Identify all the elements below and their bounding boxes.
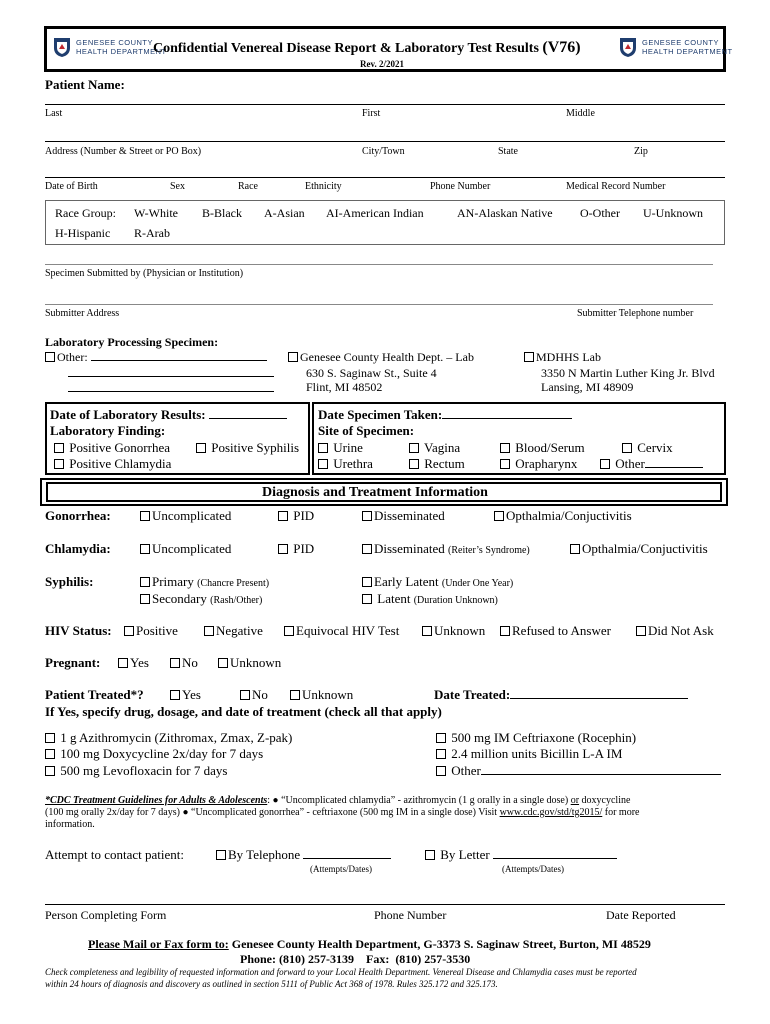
patient-name-line[interactable] — [45, 104, 725, 105]
hiv-refused[interactable]: Refused to Answer — [500, 623, 611, 639]
checkbox[interactable] — [54, 443, 64, 453]
logo-sub: HEALTH DEPARTMENT — [642, 47, 733, 56]
checkbox[interactable] — [54, 459, 64, 469]
date-treated[interactable]: Date Treated: — [434, 687, 688, 703]
checkbox[interactable] — [409, 443, 419, 453]
race-item: O-Other — [580, 206, 620, 220]
pos-gonorrhea[interactable]: Positive Gonorrhea — [54, 440, 170, 456]
lab-gc-option[interactable]: Genesee County Health Dept. – Lab — [288, 350, 474, 365]
race-item: R-Arab — [134, 226, 170, 240]
checkbox[interactable] — [436, 733, 446, 743]
drug-doxycycline[interactable]: 100 mg Doxycycline 2x/day for 7 days — [45, 746, 263, 762]
contact-label: Attempt to contact patient: — [45, 847, 184, 862]
footer-phone-label: Phone Number — [374, 908, 447, 922]
checkbox[interactable] — [500, 459, 510, 469]
site-rectum[interactable]: Rectum — [409, 456, 465, 472]
pos-chlamydia[interactable]: Positive Chlamydia — [54, 456, 171, 472]
checkbox[interactable] — [524, 352, 534, 362]
lab-results-date[interactable]: Date of Laboratory Results: — [50, 407, 287, 423]
contact-telephone[interactable]: By Telephone — [216, 847, 391, 863]
drug-levofloxacin[interactable]: 500 mg Levofloxacin for 7 days — [45, 763, 227, 779]
site-cervix[interactable]: Cervix — [622, 440, 673, 456]
checkbox[interactable] — [170, 690, 180, 700]
syphilis-early-latent[interactable]: Early Latent (Under One Year) — [362, 574, 513, 590]
checkbox[interactable] — [570, 544, 580, 554]
chlamydia-disseminated[interactable]: Disseminated (Reiter’s Syndrome) — [362, 541, 530, 557]
lab-gc-addr2: Flint, MI 48502 — [306, 380, 383, 394]
treated-no[interactable]: No — [240, 687, 268, 703]
race-group-label: Race Group: — [55, 206, 116, 220]
phone-label: Phone Number — [430, 181, 491, 192]
chlamydia-opthalmia[interactable]: Opthalmia/Conjuctivitis — [570, 541, 708, 557]
logo-name: GENESEE COUNTY — [76, 38, 154, 47]
checkbox[interactable] — [288, 352, 298, 362]
revision: Rev. 2/2021 — [360, 59, 404, 69]
sex-label: Sex — [170, 181, 185, 192]
treated-yes[interactable]: Yes — [170, 687, 201, 703]
checkbox[interactable] — [240, 690, 250, 700]
treated-label: Patient Treated*? — [45, 687, 144, 702]
chlamydia-pid[interactable]: PID — [278, 541, 314, 557]
person-completing-label: Person Completing Form — [45, 908, 167, 922]
mail-instructions: Please Mail or Fax form to: Genesee County Health Department, G-3373 S. Saginaw Street, Burton, MI 48529 — [88, 937, 651, 951]
footer-note-2: within 24 hours of diagnosis and discovery as outlined in section 5111 of Public Act 368 of 1978. Rules 325.172 and 325.173. — [45, 979, 498, 989]
reiter-note: (Reiter’s Syndrome) — [448, 545, 530, 556]
cdc-guidelines-line2: (100 mg orally 2x/day for 7 days) ● “Uncomplicated gonorrhea” - ceftriaxone (500 mg IM in a single dose) Visit www.cdc.gov/std/tg2015/ for more — [45, 807, 640, 818]
cdc-link[interactable]: www.cdc.gov/std/tg2015/ — [499, 807, 603, 818]
checkbox[interactable] — [362, 511, 372, 521]
submitter-address-label: Submitter Address — [45, 308, 120, 319]
logo-left — [52, 36, 167, 58]
syphilis-latent[interactable]: Latent (Duration Unknown) — [362, 591, 498, 607]
ethnicity-label: Ethnicity — [305, 181, 342, 192]
site-vagina[interactable]: Vagina — [409, 440, 460, 456]
checkbox[interactable] — [318, 443, 328, 453]
checkbox[interactable] — [500, 626, 510, 636]
pregnant-label: Pregnant: — [45, 655, 101, 670]
lab-mdhhs-option[interactable]: MDHHS Lab — [524, 350, 601, 365]
pregnant-no[interactable]: No — [170, 655, 198, 671]
site-orapharynx[interactable]: Orapharynx — [500, 456, 577, 472]
middle-label: Middle — [566, 108, 595, 119]
contact-letter[interactable]: By Letter — [425, 847, 617, 863]
mrn-label: Medical Record Number — [566, 181, 666, 192]
gonorrhea-uncomplicated[interactable]: Uncomplicated — [140, 508, 231, 524]
hiv-negative[interactable]: Negative — [204, 623, 263, 639]
logo-right — [618, 36, 733, 58]
hiv-label: HIV Status: — [45, 623, 112, 638]
city-label: City/Town — [362, 146, 405, 157]
checkbox[interactable] — [124, 626, 134, 636]
cdc-guidelines-line1: *CDC Treatment Guidelines for Adults & Adolescents: ● “Uncomplicated chlamydia” - azithromycin (1 g orally in a single dose) or doxycycline — [45, 795, 631, 806]
address-line[interactable] — [45, 141, 725, 142]
checkbox[interactable] — [422, 626, 432, 636]
checkbox[interactable] — [425, 850, 435, 860]
checkbox[interactable] — [218, 658, 228, 668]
race-label: Race — [238, 181, 258, 192]
cdc-guidelines-title: *CDC Treatment Guidelines for Adults & Adolescents — [45, 795, 268, 806]
lab-mdhhs-addr2: Lansing, MI 48909 — [541, 380, 634, 394]
state-label: State — [498, 146, 518, 157]
gonorrhea-disseminated[interactable]: Disseminated — [362, 508, 445, 524]
checkbox[interactable] — [140, 577, 150, 587]
zip-label: Zip — [634, 146, 648, 157]
drug-other[interactable]: Other — [436, 763, 721, 779]
hiv-unknown[interactable]: Unknown — [422, 623, 485, 639]
checkbox[interactable] — [45, 352, 55, 362]
checkbox[interactable] — [436, 766, 446, 776]
race-item: AI-American Indian — [326, 206, 424, 220]
contact-letter-attempts: (Attempts/Dates) — [502, 864, 564, 874]
logo-sub: HEALTH DEPARTMENT — [76, 47, 167, 56]
site-blood[interactable]: Blood/Serum — [500, 440, 585, 456]
checkbox[interactable] — [140, 544, 150, 554]
drug-ceftriaxone[interactable]: 500 mg IM Ceftriaxone (Rocephin) — [436, 730, 636, 746]
checkbox[interactable] — [290, 690, 300, 700]
phone-fax: Phone: (810) 257-3139 Fax: (810) 257-3530 — [240, 952, 471, 966]
checkbox[interactable] — [362, 577, 372, 587]
first-label: First — [362, 108, 381, 119]
lab-gc-addr1: 630 S. Saginaw St., Suite 4 — [306, 366, 437, 380]
checkbox[interactable] — [140, 594, 150, 604]
lab-other-line2[interactable] — [68, 366, 274, 381]
checkbox[interactable] — [45, 766, 55, 776]
checkbox[interactable] — [45, 749, 55, 759]
checkbox[interactable] — [622, 443, 632, 453]
race-item: AN-Alaskan Native — [457, 206, 553, 220]
checkbox[interactable] — [170, 658, 180, 668]
site-other[interactable]: Other — [600, 456, 703, 472]
checkbox[interactable] — [284, 626, 294, 636]
checkbox[interactable] — [436, 749, 446, 759]
lab-other-line3[interactable] — [68, 381, 274, 396]
gonorrhea-pid[interactable]: PID — [278, 508, 314, 524]
syphilis-primary[interactable]: Primary (Chancre Present) — [140, 574, 269, 590]
specimen-by-label: Specimen Submitted by (Physician or Institution) — [45, 268, 244, 279]
checkbox[interactable] — [636, 626, 646, 636]
date-reported-label: Date Reported — [606, 908, 676, 922]
lab-finding-label: Laboratory Finding: — [50, 423, 166, 438]
gonorrhea-label: Gonorrhea: — [45, 508, 111, 523]
site-urine[interactable]: Urine — [318, 440, 363, 456]
treatment-specify: If Yes, specify drug, dosage, and date of treatment (check all that apply) — [45, 704, 442, 719]
hiv-positive[interactable]: Positive — [124, 623, 178, 639]
checkbox[interactable] — [362, 594, 372, 604]
gonorrhea-opthalmia[interactable]: Opthalmia/Conjuctivitis — [494, 508, 632, 524]
county-seal-icon — [618, 36, 638, 58]
last-label: Last — [45, 108, 63, 119]
pregnant-unknown[interactable]: Unknown — [218, 655, 281, 671]
drug-azithromycin[interactable]: 1 g Azithromycin (Zithromax, Zmax, Z-pak) — [45, 730, 292, 746]
hiv-did-not-ask[interactable]: Did Not Ask — [636, 623, 714, 639]
logo-name: GENESEE COUNTY — [642, 38, 720, 47]
checkbox[interactable] — [196, 443, 206, 453]
checkbox[interactable] — [600, 459, 610, 469]
race-item: A-Asian — [264, 206, 305, 220]
cdc-guidelines-line3: information. — [45, 819, 95, 830]
date-taken[interactable]: Date Specimen Taken: — [318, 407, 572, 423]
checkbox[interactable] — [318, 459, 328, 469]
dob-label: Date of Birth — [45, 181, 98, 192]
form-code: (V76) — [542, 39, 581, 56]
diagnosis-heading: Diagnosis and Treatment Information — [262, 485, 488, 500]
race-item: H-Hispanic — [55, 226, 111, 240]
site-label: Site of Specimen: — [318, 423, 415, 438]
hiv-equivocal[interactable]: Equivocal HIV Test — [284, 623, 399, 639]
person-completing-line[interactable] — [45, 904, 725, 905]
checkbox[interactable] — [204, 626, 214, 636]
patient-name-heading: Patient Name: — [45, 77, 125, 92]
checkbox[interactable] — [140, 511, 150, 521]
pos-syphilis[interactable]: Positive Syphilis — [196, 440, 299, 456]
checkbox[interactable] — [494, 511, 504, 521]
submitter-phone-label: Submitter Telephone number — [577, 308, 694, 319]
race-item: U-Unknown — [643, 206, 703, 220]
footer-note-1: Check completeness and legibility of requested information and forward to your Local Health Department. Venereal Disease and Chlamydia cases must be reported — [45, 967, 637, 977]
specimen-by-line[interactable] — [45, 264, 713, 265]
checkbox[interactable] — [409, 459, 419, 469]
lab-heading: Laboratory Processing Specimen: — [45, 335, 219, 349]
checkbox[interactable] — [45, 733, 55, 743]
checkbox[interactable] — [118, 658, 128, 668]
checkbox[interactable] — [278, 544, 288, 554]
pregnant-yes[interactable]: Yes — [118, 655, 149, 671]
site-urethra[interactable]: Urethra — [318, 456, 373, 472]
syphilis-secondary[interactable]: Secondary (Rash/Other) — [140, 591, 262, 607]
treated-unknown[interactable]: Unknown — [290, 687, 353, 703]
lab-other[interactable]: Other: — [45, 350, 267, 365]
checkbox[interactable] — [500, 443, 510, 453]
syphilis-label: Syphilis: — [45, 574, 94, 589]
lab-mdhhs-addr1: 3350 N Martin Luther King Jr. Blvd — [541, 366, 715, 380]
checkbox[interactable] — [362, 544, 372, 554]
county-seal-icon — [52, 36, 72, 58]
demographics-line[interactable] — [45, 177, 725, 178]
form-title: Confidential Venereal Disease Report & Laboratory Test Results (V76) — [153, 39, 581, 56]
chlamydia-label: Chlamydia: — [45, 541, 111, 556]
address-label: Address (Number & Street or PO Box) — [45, 146, 202, 157]
chlamydia-uncomplicated[interactable]: Uncomplicated — [140, 541, 231, 557]
contact-phone-attempts: (Attempts/Dates) — [310, 864, 372, 874]
race-item: B-Black — [202, 206, 242, 220]
drug-bicillin[interactable]: 2.4 million units Bicillin L-A IM — [436, 746, 622, 762]
checkbox[interactable] — [278, 511, 288, 521]
submitter-address-line[interactable] — [45, 304, 713, 305]
race-item: W-White — [134, 206, 178, 220]
checkbox[interactable] — [216, 850, 226, 860]
